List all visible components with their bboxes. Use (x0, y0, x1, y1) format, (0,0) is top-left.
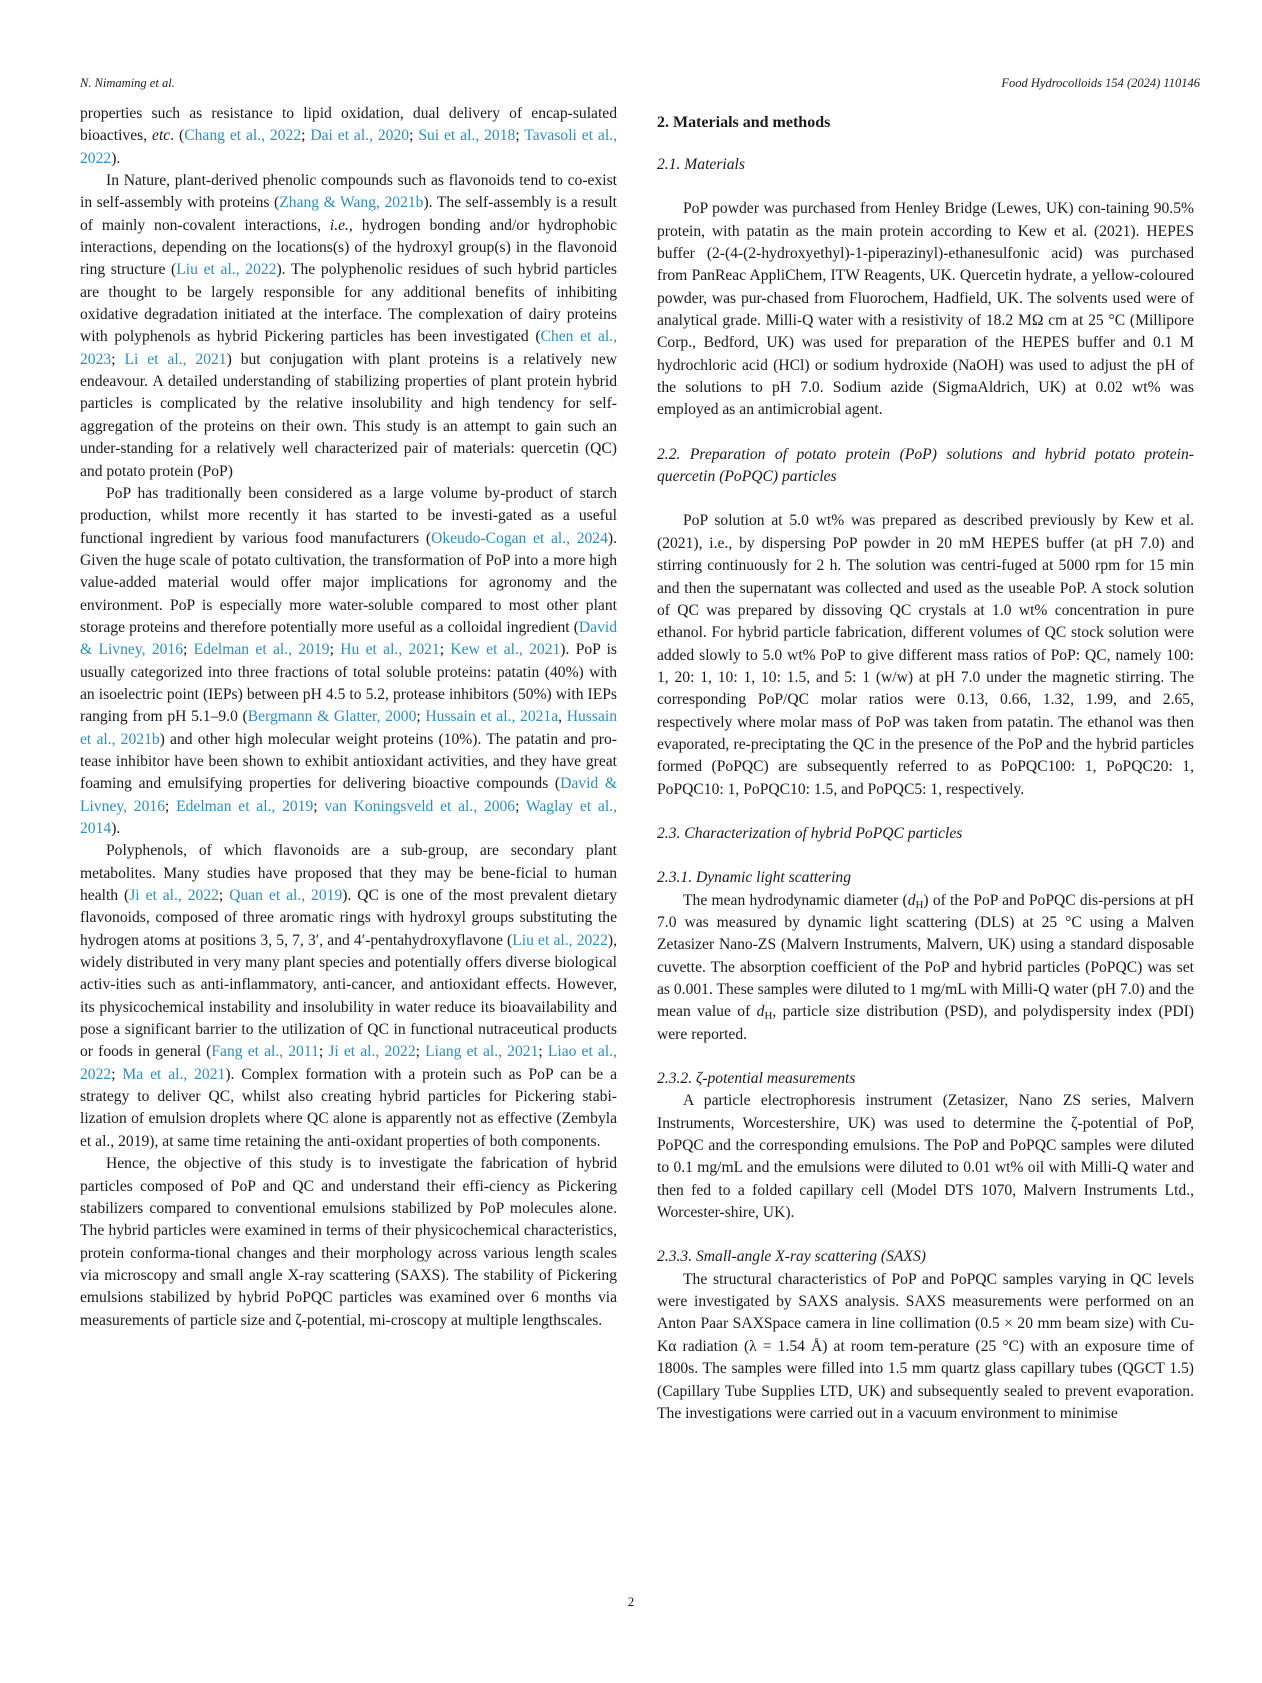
citation-link[interactable]: van Koningsveld et al., 2006 (324, 797, 516, 815)
citation-link[interactable]: David & Livney, 2016 (80, 618, 617, 659)
citation-link[interactable]: Li et al., 2021 (124, 350, 227, 368)
paragraph-preparation: PoP solution at 5.0 wt% was prepared as described previously by Kew et al. (2021), i.e., by dispersing PoP powder in 20 mM HEPES buffer (at pH 7.0) and stirring continuously for 2 h. The solution was centri-fuged at 5000 rpm for 15 min and then the supernatant was collected and used as the useable PoP. A stock solution of QC was prepared by dissoving QC crystals at 1.0 wt% concentration in pure ethanol. For hybrid particle fabrication, different volumes of QC stock solution were added slowly to 5.0 wt% PoP to give different mass ratios of PoP: QC, namely 100: 1, 20: 1, 10: 1, 10: 1.5, and 5: 1 (w/w) at pH 7.0 under the magnetic stirring. The corresponding PoP/QC molar ratios were 0.13, 0.66, 1.32, 1.99, and 2.65, respectively where molar mass of PoP was taken from patatin. The ethanol was then evaporated, re-preciptating the QC in the presence of the PoP and the hybrid particles formed (PoPQC) are subsequently referred to as PoPQC100: 1, PoPQC20: 1, PoPQC10: 1, PoPQC10: 1.5, and PoPQC5: 1, respectively. (657, 512, 1194, 798)
citation-link[interactable]: Quan et al., 2019 (229, 887, 343, 905)
citation-link[interactable]: Liao et al., 2022 (80, 1043, 617, 1083)
citation-link[interactable]: Liu et al., 2022 (512, 931, 608, 949)
citation-link[interactable]: Hussain et al., 2021a (425, 708, 559, 726)
citation-link[interactable]: Ji et al., 2022 (328, 1043, 416, 1061)
paragraph-materials: PoP powder was purchased from Henley Bridge (Lewes, UK) con-taining 90.5% protein, with patatin as the main protein according to Kew et al. (2021). HEPES buffer (2-(4-(2-hydroxyethyl)-1-piperazinyl)-ethanesulfonic acid) was purchased from PanReac AppliChem, ITW Reagents, UK. Quercetin hydrate, a yellow-coloured powder, was pur-chased from Fluorochem, Hadfield, UK. The solvents used were of analytical grade. Milli-Q water with a resistivity of 18.2 MΩ cm at 25 °C (Millipore Corp., Bedford, UK) was used for preparation of the HEPES buffer and 0.1 M hydrochloric acid (HCl) or sodium hydroxide (NaOH) was used to adjust the pH of the solutions to pH 7.0. Sodium azide (SigmaAldrich, UK) at 0.02 wt% was employed as an antimicrobial agent. (657, 200, 1194, 419)
citation-link[interactable]: Edelman et al., 2019 (193, 641, 330, 659)
citation-link[interactable]: Edelman et al., 2019 (176, 797, 314, 815)
citation-link[interactable]: Liang et al., 2021 (425, 1043, 539, 1061)
section-title-materials-methods: 2. Materials and methods (657, 114, 831, 131)
right-column (657, 103, 1194, 1425)
citation-link[interactable]: Sui et al., 2018 (418, 127, 516, 145)
running-head-journal: Food Hydrocolloids 154 (2024) 110146 (1001, 76, 1200, 90)
citation-link[interactable]: Tavasoli et al., 2022 (80, 127, 617, 167)
paragraph-intro-continued: properties such as resistance to lipid oxidation, dual delivery of encap-sulated bioactives, etc. (Chang et al., 2022; Dai et al., 2020; Sui et al., 2018; Tavasoli et al., 2022). (80, 105, 617, 167)
subsection-title-saxs: 2.3.3. Small-angle X-ray scattering (SAXS) (657, 1248, 926, 1266)
subsection-title-preparation: 2.2. Preparation of potato protein (PoP) solutions and hybrid potato protein-quercetin (PoPQC) particles (657, 445, 1194, 486)
citation-link[interactable]: Chang et al., 2022 (184, 127, 302, 145)
citation-link[interactable]: Ji et al., 2022 (129, 887, 219, 905)
citation-link[interactable]: Hu et al., 2021 (340, 641, 440, 659)
paragraph-zeta-potential: A particle electrophoresis instrument (Zetasizer, Nano ZS series, Malvern Instruments, Worcestershire, UK) was used to determine the ζ-potential of PoP, PoPQC and the corresponding emulsions. The PoP and PoPQC samples were diluted to 0.1 mg/mL and the emulsions were diluted to 0.01 wt% oil with Milli-Q water and then fed to a folded capillary cell (Model DTS 1070, Malvern Instruments Ltd., Worcester-shire, UK). (657, 1092, 1194, 1222)
subsection-title-dls: 2.3.1. Dynamic light scattering (657, 869, 852, 887)
paragraph-dls: The mean hydrodynamic diameter $(d_H)$ of the PoP and PoPQC dis-persions at pH 7.0 was measured by dynamic light scattering (DLS) at 25 °C using a Malven Zetasizer Nano-ZS (Malvern Instruments, Malvern, UK) using a standard disposable cuvette. The absorption coefficient of the PoP and hybrid particles (PoPQC) was set as 0.001. These samples were diluted to 1 mg/mL with Milli-Q water (pH 7.0) and the mean value of $d_H$, particle size distribution (PSD), and polydispersity index (PDI) were reported. (657, 891, 1195, 1043)
subsection-title-zeta-potential: 2.3.2. ζ-potential measurements (657, 1070, 856, 1088)
paragraph-flavonoids: In Nature, plant-derived phenolic compounds such as flavonoids tend to co-exist in self-assembly with proteins (Zhang & Wang, 2021b). The self-assembly is a result of mainly non-covalent interactions, i.e., hydrogen bonding and/or hydrophobic interactions, depending on the locations(s) of the hydroxyl group(s) in the flavonoid ring structure (Liu et al., 2022). The polyphenolic residues of such hybrid particles are thought to be largely responsible for any additional benefits of inhibiting oxidative degradation initiated at the interface. The complexation of dairy proteins with polyphenols as hybrid Pickering particles has been investigated (Chen et al., 2023; Li et al., 2021) but conjugation with plant proteins is a relatively new endeavour. A detailed understanding of stabilizing properties of plant protein hybrid particles is complicated by the relative insolubility and high tendency for self-aggregation of the proteins on their own. This study is an attempt to gain such an under-standing for a relatively well characterized pair of materials: quercetin (QC) and potato protein (PoP) (80, 172, 618, 480)
left-column (80, 103, 617, 1332)
citation-link[interactable]: David & Livney, 2016 (80, 775, 618, 815)
paragraph-potato-protein: PoP has traditionally been considered as a large volume by-product of starch production, whilst more recently it has started to be investi-gated as a useful functional ingredient by various food manufacturers (Okeudo-Cogan et al., 2024). Given the huge scale of potato cultivation, the transformation of PoP into a more high value-added material would offer major implications for agronomy and the environment. PoP is especially more water-soluble compared to most other plant storage proteins and therefore potentially more useful as a colloidal ingredient (David & Livney, 2016; Edelman et al., 2019; Hu et al., 2021; Kew et al., 2021). PoP is usually categorized into three fractions of total soluble proteins: patatin (40%) with an isoelectric point (IEPs) between pH 4.5 to 5.2, protease inhibitors (50%) with IEPs ranging from pH 5.1–9.0 (Bergmann & Glatter, 2000; Hussain et al., 2021a, Hussain et al., 2021b) and other high molecular weight proteins (10%). The patatin and pro-tease inhibitor have been shown to exhibit antioxidant activities, and they have great foaming and emulsifying properties for delivering bioactive compounds (David & Livney, 2016; Edelman et al., 2019; van Koningsveld et al., 2006; Waglay et al., 2014). (80, 484, 618, 837)
citation-link[interactable]: Chen et al., 2023 (80, 328, 617, 368)
citation-link[interactable]: Waglay et al., 2014 (80, 797, 617, 837)
paragraph-objective: Hence, the objective of this study is to investigate the fabrication of hybrid particles composed of PoP and QC and understand their effi-ciency as Pickering stabilizers compared to conventional emulsions stabilized by PoP molecules alone. The hybrid particles were examined in terms of their physicochemical characteristics, protein conforma-tional changes and their morphology across various length scales via microscopy and small angle X-ray scattering (SAXS). The stability of Pickering emulsions stabilized by hybrid PoPQC particles was examined over 6 months via measurements of particle size and ζ-potential, mi-croscopy at multiple lengthscales. (80, 1155, 617, 1329)
paragraph-polyphenols: Polyphenols, of which flavonoids are a sub-group, are secondary plant metabolites. Many studies have proposed that they may be bene-ficial to human health (Ji et al., 2022; Quan et al., 2019). QC is one of the most prevalent dietary flavonoids, composed of three aromatic rings with hydroxyl groups substituting the hydrogen atoms at positions 3, 5, 7, 3′, and 4′-pentahydroxyflavone (Liu et al., 2022), widely distributed in very many plant species and potentially offers diverse biological activ-ities such as anti-inflammatory, anti-cancer, and antioxidant effects. However, its physicochemical instability and insolubility in water reduce its bioavailability and pose a significant barrier to the utilization of QC in functional nutraceutical products or foods in general (Fang et al., 2011; Ji et al., 2022; Liang et al., 2021; Liao et al., 2022; Ma et al., 2021). Complex formation with a protein such as PoP can be a strategy to deliver QC, whilst also creating hybrid particles for Pickering stabi-lization of emulsion droplets where QC alone is apparently not as effective (Zembyla et al., 2019), at same time retaining the anti-oxidant properties of both components. (80, 842, 618, 1150)
subsection-title-characterization: 2.3. Characterization of hybrid PoPQC particles (657, 824, 963, 842)
citation-link[interactable]: Fang et al., 2011 (211, 1043, 319, 1061)
citation-link[interactable]: Ma et al., 2021 (122, 1065, 226, 1083)
subsection-title-materials: 2.1. Materials (657, 156, 745, 173)
paragraph-saxs: The structural characteristics of PoP and PoPQC samples varying in QC levels were investigated by SAXS analysis. SAXS measurements were performed on an Anton Paar SAXSpace camera in line collimation (0.5 × 20 mm beam size) with Cu-Kα radiation (λ = 1.54 Å) at room tem-perature (25 °C) with an exposure time of 1800s. The samples were filled into 1.5 mm quartz glass capillary tubes (QGCT 1.5) (Capillary Tube Supplies LTD, UK) and subsequently sealed to prevent evaporation. The investigations were carried out in a vacuum environment to minimise (657, 1270, 1194, 1422)
running-head-authors: N. Nimaming et al. (80, 76, 175, 90)
citation-link[interactable]: Bergmann & Glatter, 2000 (247, 708, 417, 726)
page-number: 2 (627, 1594, 635, 1609)
citation-link[interactable]: Liu et al., 2022 (176, 261, 277, 279)
citation-link[interactable]: Kew et al., 2021 (450, 641, 561, 659)
citation-link[interactable]: Dai et al., 2020 (310, 127, 410, 145)
citation-link[interactable]: Zhang & Wang, 2021b (279, 194, 424, 212)
citation-link[interactable]: Okeudo-Cogan et al., 2024 (431, 529, 608, 547)
citation-link[interactable]: Hussain et al., 2021b (80, 708, 617, 748)
